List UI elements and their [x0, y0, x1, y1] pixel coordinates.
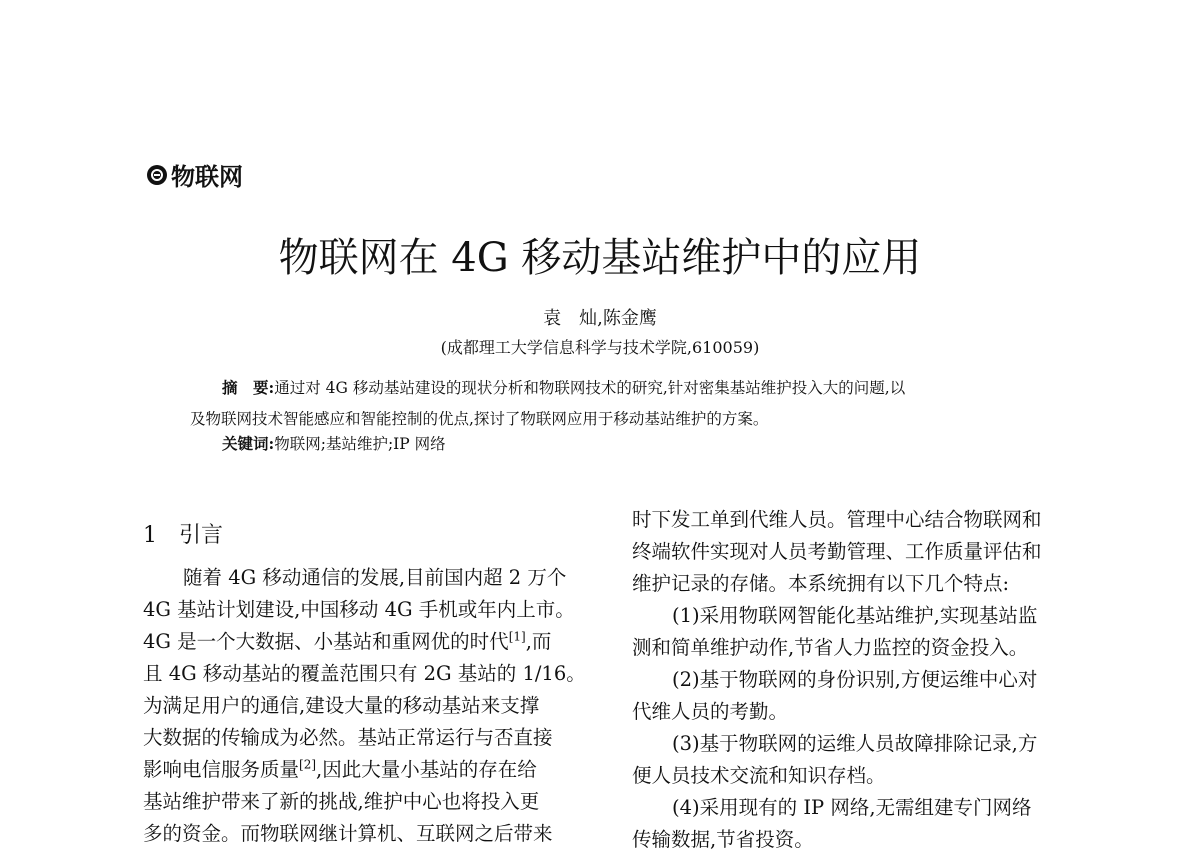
- abstract: [190, 372, 1050, 435]
- left-line-9: 多的资金。而物联网继计算机、互联网之后带来: [143, 822, 553, 845]
- left-line-4: 且 4G 移动基站的覆盖范围只有 2G 基站的 1/16。: [143, 662, 586, 685]
- left-line-7: [143, 754, 591, 786]
- left-line-3-tail: ,而: [525, 630, 552, 653]
- right-line-6: (2)基于物联网的身份识别,方便运维中心对: [672, 668, 1038, 691]
- abstract-text-1: 通过对 4G 移动基站建设的现状分析和物联网技术的研究,针对密集基站维护投入大的问题,以: [274, 379, 906, 397]
- paper-authors: 袁 灿,陈金鹰: [543, 308, 657, 329]
- left-line-7-text: 影响电信服务质量: [143, 758, 300, 781]
- globe-badge-icon: [145, 163, 169, 187]
- left-line-6: 大数据的传输成为必然。基站正常运行与否直接: [143, 726, 553, 749]
- paper-affiliation: (成都理工大学信息科学与技术学院,610059): [440, 338, 760, 357]
- keywords-label: 关键词:: [222, 434, 275, 453]
- left-line-5: 为满足用户的通信,建设大量的移动基站来支撑: [143, 694, 540, 717]
- right-line-7: 代维人员的考勤。: [632, 700, 789, 723]
- section-tag-label: 物联网: [171, 162, 243, 191]
- right-line-3: 维护记录的存储。本系统拥有以下几个特点:: [632, 572, 1010, 595]
- right-line-8: (3)基于物联网的运维人员故障排除记录,方: [672, 732, 1038, 755]
- left-column: [143, 562, 591, 850]
- right-line-1: 时下发工单到代维人员。管理中心结合物联网和: [632, 508, 1042, 531]
- abstract-line-2: 及物联网技术智能感应和智能控制的优点,探讨了物联网应用于移动基站维护的方案。: [190, 410, 769, 428]
- section-tag: [145, 157, 243, 192]
- left-line-1: 随着 4G 移动通信的发展,目前国内超 2 万个: [183, 566, 567, 589]
- right-line-5: 测和简单维护动作,节省人力监控的资金投入。: [632, 636, 1029, 659]
- section-heading: 1 引言: [143, 523, 223, 548]
- left-line-7-tail: ,因此大量小基站的存在给: [316, 758, 537, 781]
- citation-2: [2]: [299, 757, 317, 772]
- left-line-8: 基站维护带来了新的挑战,维护中心也将投入更: [143, 790, 540, 813]
- right-line-2: 终端软件实现对人员考勤管理、工作质量评估和: [632, 540, 1042, 563]
- left-line-3-text: 4G 是一个大数据、小基站和重网优的时代: [143, 630, 509, 653]
- keywords: [222, 432, 446, 454]
- left-line-2: 4G 基站计划建设,中国移动 4G 手机或年内上市。: [143, 598, 575, 621]
- keywords-text: 物联网;基站维护;IP 网络: [274, 435, 446, 453]
- abstract-line-1: [190, 372, 1050, 404]
- right-column: [632, 504, 1080, 856]
- right-line-11: 传输数据,节省投资。: [632, 828, 814, 851]
- right-line-9: 便人员技术交流和知识存档。: [632, 764, 886, 787]
- left-line-3: [143, 626, 591, 658]
- right-line-4: (1)采用物联网智能化基站维护,实现基站监: [672, 604, 1038, 627]
- right-line-10: (4)采用现有的 IP 网络,无需组建专门网络: [672, 796, 1032, 819]
- paper-title: 物联网在 4G 移动基站维护中的应用: [278, 235, 922, 281]
- citation-1: [1]: [508, 629, 526, 644]
- abstract-label: 摘 要:: [222, 378, 275, 397]
